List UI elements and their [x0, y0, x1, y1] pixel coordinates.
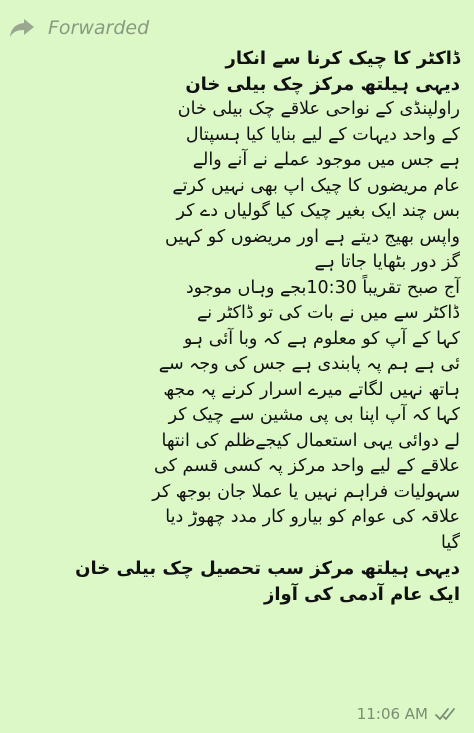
- message-body-line: علاقے کے لیے واحد مرکز پہ کسی قسم کی: [154, 456, 460, 476]
- message-body-line: ڈاکٹر سے میں نے بات کی تو ڈاکٹر نے: [197, 303, 460, 323]
- message-title-line-1: ڈاکٹر کا چیک کرنا سے انکار: [225, 48, 460, 69]
- message-footer-line-1: دیہی ہیلتھ مرکز سب تحصیل چک بیلی خان: [75, 558, 460, 579]
- message-body-line: علاقہ کی عوام کو بیارو کار مدد چھوڑ دیا: [165, 507, 460, 527]
- message-title-line-2: دیہی ہیلتھ مرکز چک بیلی خان: [185, 73, 460, 95]
- forwarded-header: [8, 12, 149, 44]
- message-body-line: واپس بھیج دیتے ہے اور مریضوں کو کہیں: [165, 226, 460, 247]
- message-body-line: گیا: [441, 532, 460, 553]
- message-body-line: عام مریضوں کا چیک اپ بھی نہیں کرتے: [172, 175, 460, 196]
- message-footer-line-2: ایک عام آدمی کی آواز: [263, 583, 460, 605]
- double-check-icon: [434, 706, 460, 722]
- message-body-line: ہے جس میں موجود عملے نے آنے والے: [192, 150, 460, 170]
- message-meta: [357, 705, 460, 723]
- forward-arrow-icon: [8, 16, 36, 40]
- message-body-line: ئی ہے ہم پہ پابندی ہے جس کی وجہ سے: [158, 354, 460, 374]
- message-body-line: کے واحد دیہات کے لیے بنایا کیا ہسپتال: [185, 124, 460, 145]
- message-body-line: گز دور بٹھایا جاتا ہے: [314, 252, 460, 272]
- message-body-line: راولپنڈی کے نواحی علاقے چک بیلی خان: [177, 99, 460, 119]
- message-body-line: کہا کے آپ کو معلوم ہے کہ وبا آئی ہو: [183, 328, 460, 349]
- message-body-line: کہا کہ آپ اپنا بی پی مشین سے چیک کر: [168, 405, 460, 425]
- forwarded-label: Forwarded: [48, 17, 150, 39]
- message-body-line: بس چند ایک بغیر چیک کیا گولیاں دے کر: [176, 201, 460, 221]
- message-body-line: ہاتھ نہیں لگاتے میرے اسرار کرنے پہ مجھ: [163, 379, 460, 400]
- message-text: [6, 46, 460, 607]
- message-body-line: لے دوائی یہی استعمال کیجےظلم کی انتھا: [161, 430, 460, 451]
- message-timestamp: 11:06 AM: [356, 705, 428, 723]
- message-body-line: سہولیات فراہم نہیں یا عملا جان بوجھ کر: [152, 481, 460, 502]
- message-body-line: آج صبح تقریباً 10:30بجے وہاں موجود: [185, 277, 460, 298]
